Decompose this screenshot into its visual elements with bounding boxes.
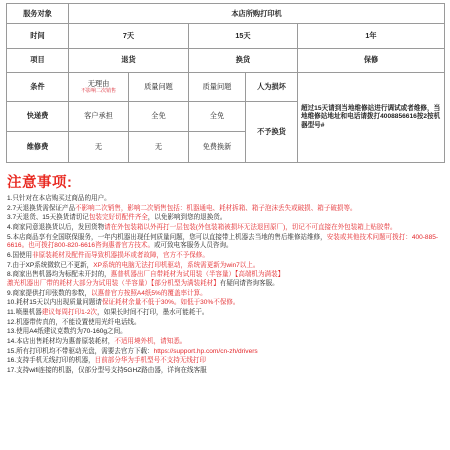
notes-title: 注意事项: bbox=[7, 175, 73, 191]
shipping-customer: 客户承担 bbox=[69, 101, 129, 132]
no-exchange: 不予换货 bbox=[246, 101, 298, 162]
notes-section bbox=[7, 171, 445, 377]
condition-no-reason-text: 无理由 bbox=[87, 78, 110, 88]
condition-human-damage: 人为损坏 bbox=[246, 73, 298, 102]
shipping-free-return: 全免 bbox=[129, 101, 189, 132]
time-7-days: 7天 bbox=[69, 24, 189, 48]
item-warranty: 保修 bbox=[298, 48, 445, 72]
condition-quality-return: 质量问题 bbox=[129, 73, 189, 102]
repair-free-replace: 免费换新 bbox=[189, 132, 246, 163]
note-9: 9.商家提供打印张数的参数，以惠普官方按照A4纸5%的覆盖率计算。 bbox=[7, 289, 207, 297]
time-15-days: 15天 bbox=[189, 24, 298, 48]
note-11: 11.喷墨机器建议每周打印1-2次，如果长时间不打印，墨水可能耗干。 bbox=[7, 308, 209, 316]
note-16: 16.支持手机无线打印的机器，目前部分华为手机型号不支持无线打印 bbox=[7, 357, 206, 365]
note-13: 13.使用A4纸建议克数约为70-160g之间。 bbox=[7, 328, 127, 336]
note-2: 2.7天退换货需保证产品不影响二次销售，影响二次销售包括：机器通电、耗材拆箱、箱子泡沫丢失或破损、箱子破损等。 bbox=[7, 204, 357, 212]
service-object-label: 服务对象 bbox=[7, 4, 69, 24]
note-3: 3.7天退货、15天换货请切记包装完好切配件齐全，以免影响到您的退换货。 bbox=[7, 214, 227, 222]
note-10: 10.耗材15天以内出现质量问题请保证耗材余量不低于30%。如低于30%不保修。 bbox=[7, 299, 240, 307]
note-15: 15.所有打印机均不带驱动光盘，需要去官方下载：https://support.hp.com/cn-zh/drivers bbox=[7, 347, 258, 355]
item-label: 项目 bbox=[7, 48, 69, 72]
shipping-label: 快递费 bbox=[7, 101, 69, 132]
note-7: 7.由于XP系统微软已不更新，XP系统的电脑无法打印机驱动，系统需更新为win7以上。 bbox=[7, 261, 260, 269]
time-1-year: 1年 bbox=[298, 24, 445, 48]
repair-label: 维修费 bbox=[7, 132, 69, 163]
condition-quality-exchange: 质量问题 bbox=[189, 73, 246, 102]
warranty-note: 超过15天请到当地维修站进行调试或者维修，当地维修站地址和电话请拨打4008856616按2按机器型号# bbox=[298, 73, 445, 163]
condition-label: 条件 bbox=[7, 73, 69, 102]
time-label: 时间 bbox=[7, 24, 69, 48]
note-4: 4.商家同意退换货以后，发回货物请在外包装箱以外再打一层包装(外包装箱被损坏无法退回原厂)，切记不可直接在外包装箱上贴胶带。 bbox=[7, 224, 397, 232]
note-6: 6.国使用非原装耗材及配件而导致机器损坏或者故障，官方不予保修。 bbox=[7, 251, 209, 259]
repair-none-return: 无 bbox=[69, 132, 129, 163]
note-14: 14.本店出售耗材均为惠普原装耗材，不适用境外机，请知悉。 bbox=[7, 337, 187, 345]
note-5: 5.本店商品享有全国联保服务，一年内机器出现任何质量问题，您可以直接带上机器去当地的售后维修站维修，安装或其他技术问题可拨打：400-885-6616。也可拨打800-820-6616咨询惠普官方技术。或可致电客服务人员咨询。 bbox=[7, 233, 439, 250]
repair-none-exchange: 无 bbox=[129, 132, 189, 163]
service-object-value: 本店所购打印机 bbox=[69, 4, 445, 24]
note-12: 12.机器带传真的，不能设置使用光纤电话线。 bbox=[7, 318, 141, 326]
note-8: 8.商家出售机器均为标配未开封的，惠普机器出厂自带耗材为试用装（半容量）【高端机为满装】 激光机器出厂带的耗材大部分为试用装（半容量）【部分机型为满装耗材】有疑问请咨询客服。 bbox=[7, 271, 285, 287]
note-17: 17.支持wifi连接的机器，仅部分型号支持5GHZ路由器，详询在线客服 bbox=[7, 367, 207, 374]
note-1: 1.只针对在本店购买过商品的用户。 bbox=[7, 195, 111, 202]
item-exchange: 换货 bbox=[189, 48, 298, 72]
item-return: 退货 bbox=[69, 48, 189, 72]
condition-no-reason bbox=[69, 73, 129, 102]
shipping-free-exchange: 全免 bbox=[189, 101, 246, 132]
condition-no-reason-note: 不影响二次销售 bbox=[80, 87, 116, 94]
service-table bbox=[6, 3, 445, 163]
driver-download-link[interactable]: https://support.hp.com/cn-zh/drivers bbox=[153, 347, 258, 355]
